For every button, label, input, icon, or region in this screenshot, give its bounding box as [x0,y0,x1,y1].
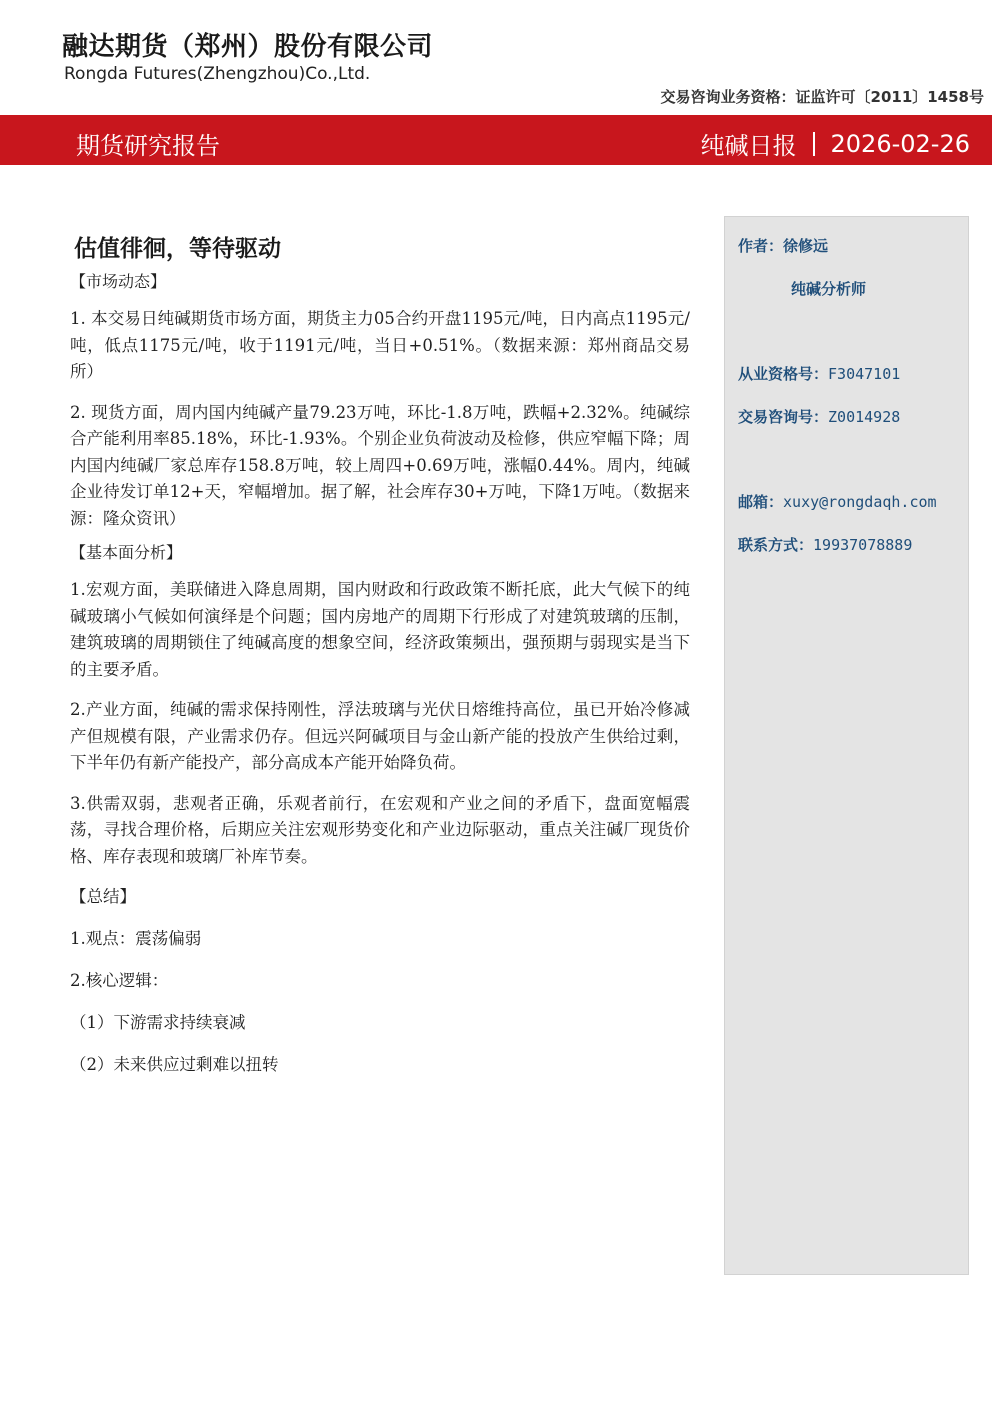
qualification-label: 从业资格号： [738,365,829,383]
qualification-number: F3047101 [828,365,901,383]
author-title-text: 纯碱分析师 [791,280,867,298]
email-label: 邮箱： [738,493,784,511]
consult-row [738,406,900,427]
report-body [68,230,690,1094]
banner-report-date: 2026-02-26 [830,129,970,158]
fundamental-paragraph-1: 1.宏观方面，美联储进入降息周期，国内财政和行政政策不断托底，此大气候下的纯碱玻璃小气候如何演绎是个问题；国内房地产的周期下行形成了对建筑玻璃的压制，建筑玻璃的周期锁住了纯碱高度的想象空间，经济政策频出，强预期与弱现实是当下的主要矛盾。 [70,580,690,679]
contact-label: 联系方式： [738,536,814,554]
company-name-en: Rongda Futures(Zhengzhou)Co.,Ltd. [64,64,371,84]
contact-row [738,534,912,555]
company-name-cn: 融达期货（郑州）股份有限公司 [62,32,434,62]
report-title: 估值徘徊，等待驱动 [74,236,281,262]
author-sidebar [724,216,969,1275]
section-heading-summary: 【总结】 [70,887,136,906]
summary-logic-item-2: （2）未来供应过剩难以扭转 [70,1055,279,1074]
license-info: 交易咨询业务资格：证监许可〔2011〕1458号 [660,88,984,106]
section-heading-market: 【市场动态】 [70,272,167,291]
fundamental-paragraph-2: 2.产业方面，纯碱的需求保持刚性，浮法玻璃与光伏日熔维持高位，虽已开始冷修减产但规模有限，产业需求仍存。但远兴阿碱项目与金山新产能的投放产生供给过剩，下半年仍有新产能投产，部分高成本产能开始降负荷。 [70,700,690,772]
market-paragraph-1: 1. 本交易日纯碱期货市场方面，期货主力05合约开盘1195元/吨，日内高点1195元/吨，低点1175元/吨，收于1191元/吨，当日+0.51%。（数据来源：郑州商品交易所） [70,309,690,381]
qualification-row [738,363,900,384]
consult-label: 交易咨询号： [738,408,829,426]
email-address[interactable]: xuxy@rongdaqh.com [783,493,937,511]
summary-logic-item-1: （1）下游需求持续衰减 [70,1013,246,1032]
market-paragraph-2: 2. 现货方面，周内国内纯碱产量79.23万吨，环比-1.8万吨，跌幅+2.32%。纯碱综合产能利用率85.18%，环比-1.93%。个别企业负荷波动及检修，供应窄幅下降；周内国内纯碱厂家总库存158.8万吨，较上周四+0.69万吨，涨幅0.44%。周内，纯碱企业待发订单12+天，窄幅增加。据了解，社会库存30+万吨，下降1万吨。（数据来源：隆众资讯） [70,402,690,528]
consult-number: Z0014928 [828,408,901,426]
banner-report-meta [701,126,970,161]
email-row [738,491,937,512]
fundamental-paragraph-3: 3.供需双弱，悲观者正确，乐观者前行，在宏观和产业之间的矛盾下，盘面宽幅震荡，寻找合理价格，后期应关注宏观形势变化和产业边际驱动，重点关注碱厂现货价格、库存表现和玻璃厂补库节奏。 [70,793,690,866]
author-row [738,235,828,256]
author-label: 作者： [738,237,784,255]
report-banner [0,115,992,165]
contact-phone: 19937078889 [813,536,913,554]
summary-view: 1.观点：震荡偏弱 [70,929,202,948]
banner-report-category: 期货研究报告 [76,132,220,160]
section-heading-fundamental: 【基本面分析】 [70,543,183,562]
summary-logic-heading: 2.核心逻辑： [70,971,169,990]
banner-divider [813,132,815,156]
author-name: 徐修远 [783,237,829,255]
author-title [791,278,866,299]
banner-report-type: 纯碱日报 [700,132,797,160]
